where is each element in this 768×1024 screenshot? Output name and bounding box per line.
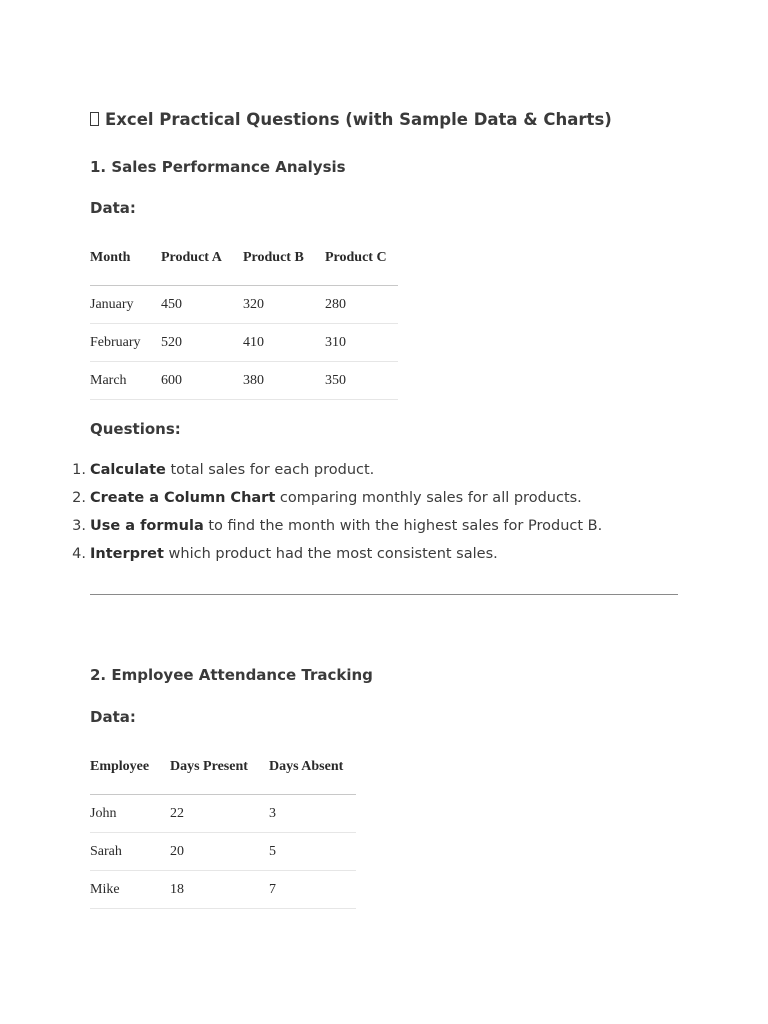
table-cell: Mike	[90, 871, 170, 909]
table-cell: 410	[243, 324, 325, 362]
column-header-days-present: Days Present	[170, 739, 269, 795]
table-cell: 5	[269, 833, 356, 871]
table-cell: 20	[170, 833, 269, 871]
list-item-number: 1.	[72, 462, 86, 478]
list-item-number: 4.	[72, 546, 86, 562]
table-cell: Sarah	[90, 833, 170, 871]
question-text: total sales for each product.	[165, 462, 375, 478]
section-1-heading: 1. Sales Performance Analysis	[90, 158, 346, 176]
column-header-month: Month	[90, 230, 161, 286]
questions-label: Questions:	[90, 420, 181, 438]
table-cell: 18	[170, 871, 269, 909]
question-bold-text: Calculate	[90, 462, 166, 478]
question-text: comparing monthly sales for all products.	[275, 490, 582, 506]
list-item	[72, 544, 602, 572]
sales-table	[90, 230, 398, 400]
column-header-product-b: Product B	[243, 230, 325, 286]
table-cell: March	[90, 362, 161, 400]
table-cell: 450	[161, 286, 243, 324]
table-cell: 380	[243, 362, 325, 400]
section-2-data-label: Data:	[90, 708, 136, 726]
table-cell: 3	[269, 795, 356, 833]
table-cell: John	[90, 795, 170, 833]
table-header-row	[90, 230, 398, 286]
list-item	[72, 488, 602, 516]
column-header-product-c: Product C	[325, 230, 398, 286]
table-row	[90, 795, 356, 833]
section-2-heading: 2. Employee Attendance Tracking	[90, 666, 373, 684]
column-header-days-absent: Days Absent	[269, 739, 356, 795]
question-bold-text: Use a formula	[90, 518, 204, 534]
question-bold-text: Interpret	[90, 546, 164, 562]
questions-list	[72, 460, 603, 572]
column-header-employee: Employee	[90, 739, 170, 795]
table-header-row	[90, 739, 356, 795]
list-item	[72, 516, 603, 544]
table-cell: 310	[325, 324, 398, 362]
table-cell: January	[90, 286, 161, 324]
horizontal-divider	[90, 594, 678, 595]
table-row	[90, 286, 398, 324]
table-cell: 320	[243, 286, 325, 324]
list-item-number: 2.	[72, 490, 86, 506]
table-row	[90, 871, 356, 909]
table-cell: 600	[161, 362, 243, 400]
table-cell: February	[90, 324, 161, 362]
table-cell: 350	[325, 362, 398, 400]
document-title	[90, 110, 612, 129]
list-item	[72, 460, 602, 488]
column-header-product-a: Product A	[161, 230, 243, 286]
attendance-table	[90, 739, 356, 909]
document-title-text: Excel Practical Questions (with Sample Data & Charts)	[105, 110, 612, 129]
question-text: to find the month with the highest sales for Product B.	[203, 518, 603, 534]
table-row	[90, 833, 356, 871]
missing-glyph-icon	[90, 112, 99, 126]
table-cell: 520	[161, 324, 243, 362]
list-item-number: 3.	[72, 518, 86, 534]
table-row	[90, 324, 398, 362]
table-cell: 280	[325, 286, 398, 324]
section-1-data-label: Data:	[90, 199, 136, 217]
table-row	[90, 362, 398, 400]
table-cell: 7	[269, 871, 356, 909]
question-text: which product had the most consistent sales.	[163, 546, 498, 562]
table-cell: 22	[170, 795, 269, 833]
question-bold-text: Create a Column Chart	[90, 490, 276, 506]
